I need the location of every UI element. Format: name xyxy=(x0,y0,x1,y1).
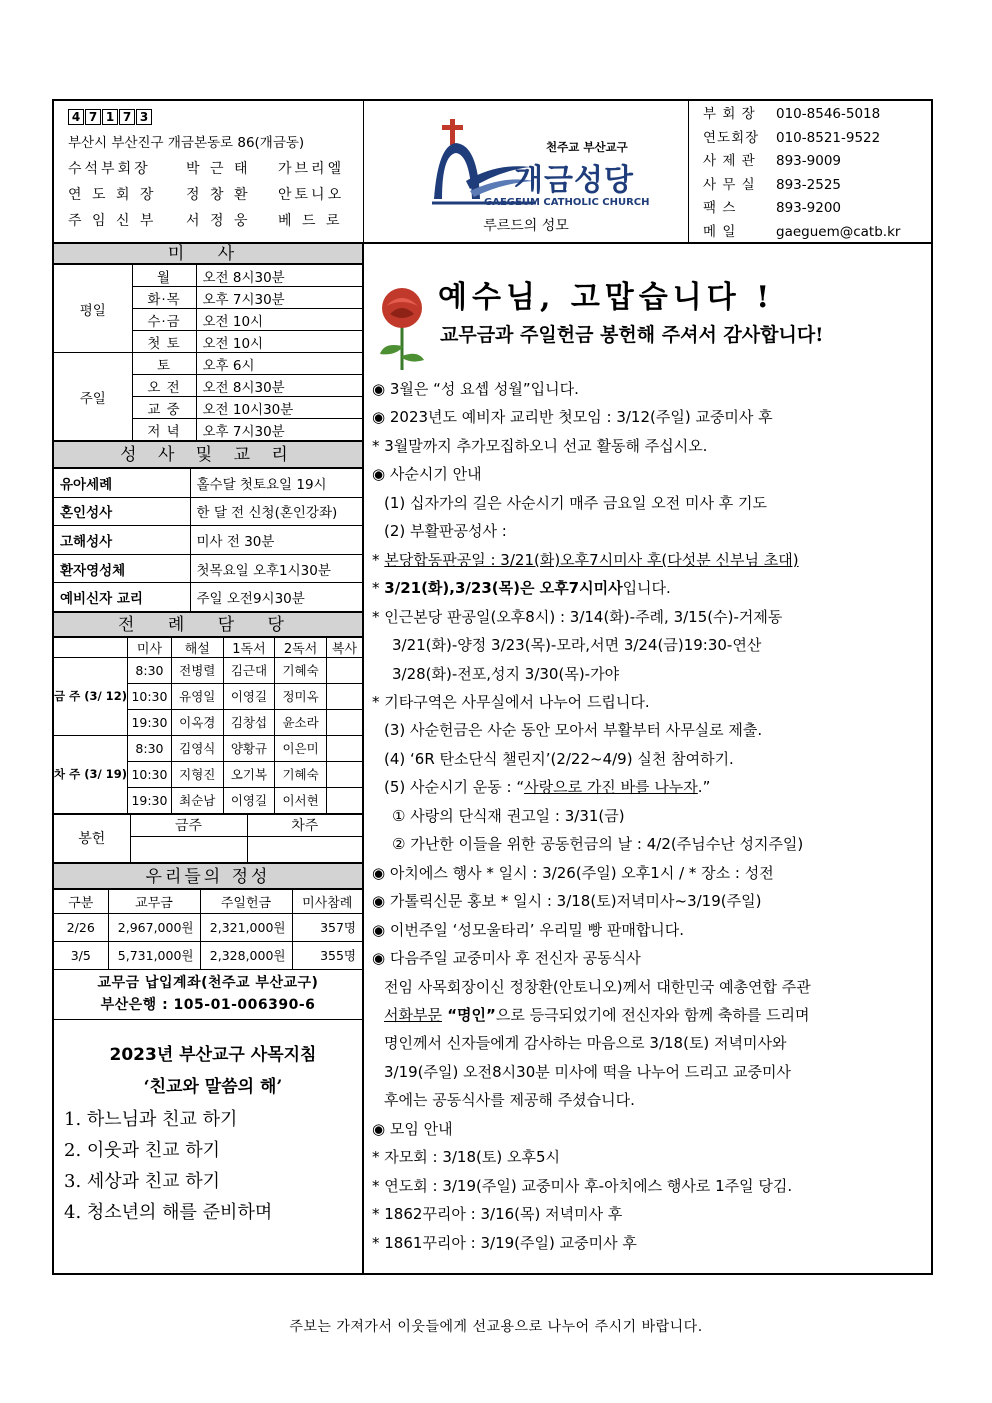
altar-server xyxy=(326,735,362,761)
contact-label: 메 일 xyxy=(703,223,737,240)
first-reader: 오기복 xyxy=(223,761,275,787)
notice-line: 후에는 공동식사를 제공해 주셨습니다. xyxy=(384,1091,635,1110)
zip-digit: 7 xyxy=(85,109,101,125)
table-row xyxy=(54,353,362,375)
zip-digit: 4 xyxy=(68,109,84,125)
pastoral-item: 1. 하느님과 친교 하기 xyxy=(64,1108,238,1130)
officer-baptismal-name: 안토니오 xyxy=(278,187,345,203)
commentator: 최순남 xyxy=(171,787,223,813)
commentator: 김영식 xyxy=(171,735,223,761)
second-reader: 이서현 xyxy=(275,787,327,813)
notice-highlight: “명인” xyxy=(441,1005,496,1024)
donation-date: 2/26 xyxy=(54,913,108,941)
first-reader: 양황규 xyxy=(223,735,275,761)
notice-line: * 자모회 : 3/18(토) 오후5시 xyxy=(372,1148,560,1167)
contact-value: 893-9009 xyxy=(776,153,841,169)
notice-line: * 1862꾸리아 : 3/16(목) 저녁미사 후 xyxy=(372,1205,623,1224)
notice-line: * 연도회 : 3/19(주일) 교중미사 후-아치에스 행사로 1주일 당김. xyxy=(372,1176,793,1195)
contact-row xyxy=(703,127,931,151)
officer-baptismal-name: 베 드 로 xyxy=(278,213,343,229)
table-row xyxy=(54,657,362,683)
notice-line xyxy=(372,773,928,801)
first-reader: 김창섭 xyxy=(223,709,275,735)
second-reader: 윤소라 xyxy=(275,709,327,735)
zip-digit: 7 xyxy=(119,109,135,125)
table-header: 복사 xyxy=(326,637,362,657)
notice-line: (1) 십자가의 길은 사순시기 매주 금요일 오전 미사 후 기도 xyxy=(384,493,767,512)
notice-line: ◉ 모임 안내 xyxy=(372,1119,453,1138)
table-row xyxy=(54,497,362,526)
notice-highlight: 본당합동판공일 : 3/21(화)오후7시미사 후(다섯분 신부님 초대) xyxy=(384,550,799,569)
mass-time: 19:30 xyxy=(127,787,171,813)
officer-role: 주 임 신 부 xyxy=(68,213,157,229)
table-row xyxy=(54,913,362,941)
pastoral-item: 3. 세상과 친교 하기 xyxy=(64,1170,221,1192)
mass-schedule-table xyxy=(54,264,362,441)
table-header: 구분 xyxy=(54,889,108,913)
contact-value: 893-9200 xyxy=(776,200,841,216)
table-row xyxy=(54,265,362,287)
sacrament-name: 예비신자 교리 xyxy=(54,583,190,612)
contact-row xyxy=(703,150,931,174)
mass-time: 8:30 xyxy=(127,735,171,761)
donation-dues: 5,731,000원 xyxy=(108,941,200,969)
sunday-group-label: 주일 xyxy=(54,353,132,441)
contact-value: gaeguem@catb.kr xyxy=(776,223,901,240)
header-address-block xyxy=(54,101,364,242)
donation-collection: 2,328,000원 xyxy=(200,941,292,969)
sacrament-info: 미사 전 30분 xyxy=(190,526,362,555)
mass-schedule-heading: 미 사 xyxy=(54,244,362,264)
table-header: 미사 xyxy=(127,637,171,657)
notice-line: * 인근본당 판공일(오후8시) : 3/14(화)-주례, 3/15(수)-거제동 xyxy=(372,607,783,626)
offering-this-week-value xyxy=(130,836,247,862)
mass-attendance: 355명 xyxy=(292,941,362,969)
notice-line: ② 가난한 이들을 위한 공동헌금의 날 : 4/2(주님수난 성지주일) xyxy=(392,835,804,854)
notice-line: 전임 사목회장이신 정창환(안토니오)께서 대한민국 예총연합 주관 xyxy=(384,977,811,996)
zip-code xyxy=(68,109,363,125)
right-column xyxy=(366,244,931,1275)
footer-note: 주보는 가져가서 이웃들에게 선교용으로 나누어 주시기 바랍니다. xyxy=(289,1319,703,1335)
mass-day: 화·목 xyxy=(132,287,196,309)
offering-next-week-value xyxy=(247,836,362,862)
notice-text: 입니다. xyxy=(622,579,671,598)
table-header: 2독서 xyxy=(275,637,327,657)
commentator: 유영일 xyxy=(171,683,223,709)
mass-time: 오전 8시30분 xyxy=(196,265,362,287)
first-reader: 이영길 xyxy=(223,683,275,709)
sacrament-name: 환자영성체 xyxy=(54,554,190,583)
sacrament-info: 주일 오전9시30분 xyxy=(190,583,362,612)
commentator: 지형진 xyxy=(171,761,223,787)
sacrament-name: 혼인성사 xyxy=(54,497,190,526)
rose-icon xyxy=(372,286,432,370)
account-info xyxy=(54,970,362,1020)
table-row xyxy=(54,583,362,612)
table-row xyxy=(54,554,362,583)
notice-line: ◉ 2023년도 예비자 교리반 첫모임 : 3/12(주일) 교중미사 후 xyxy=(372,408,773,427)
contact-row xyxy=(703,103,931,127)
notice-line: * 기타구역은 사무실에서 나누어 드립니다. xyxy=(372,692,650,711)
mass-time: 오전 10시 xyxy=(196,331,362,353)
offering-label: 봉헌 xyxy=(54,814,130,862)
notice-line: ◉ 가톨릭신문 홍보 * 일시 : 3/18(토)저녁미사~3/19(주일) xyxy=(372,892,762,911)
church-english-name: GAEGEUM CATHOLIC CHURCH xyxy=(484,197,650,208)
commentator: 이옥경 xyxy=(171,709,223,735)
notice-line xyxy=(372,1001,928,1029)
mass-day: 저 녁 xyxy=(132,419,196,441)
offering-next-week-header: 차주 xyxy=(247,814,362,836)
second-reader: 이은미 xyxy=(275,735,327,761)
altar-server xyxy=(326,787,362,813)
table-row xyxy=(54,526,362,555)
contact-row xyxy=(703,197,931,221)
offering-table xyxy=(54,814,362,863)
zip-digit: 3 xyxy=(136,109,152,125)
notice-text: .” xyxy=(697,778,711,797)
liturgy-heading: 전 례 담 당 xyxy=(54,612,362,637)
notice-line: * 본당합동판공일 : 3/21(화)오후7시미사 후(다섯분 신부님 초대) xyxy=(372,550,799,569)
officer-row xyxy=(68,156,363,182)
notice-line: 3/28(화)-전포,성지 3/30(목)-가야 xyxy=(392,664,620,683)
notice-line: 3/19(주일) 오전8시30분 미사에 떡을 나누어 드리고 교중미사 xyxy=(384,1062,791,1081)
mass-time: 오후 7시30분 xyxy=(196,287,362,309)
thanks-banner xyxy=(366,244,931,374)
church-name: 개금성당 xyxy=(514,163,634,198)
contact-label: 사 제 관 xyxy=(703,153,756,169)
table-header: 미사참례 xyxy=(292,889,362,913)
second-reader: 기혜숙 xyxy=(275,761,327,787)
table-row xyxy=(54,735,362,761)
officer-name: 서 정 웅 xyxy=(186,213,251,229)
altar-server xyxy=(326,761,362,787)
mass-attendance: 357명 xyxy=(292,913,362,941)
table-header: 교무금 xyxy=(108,889,200,913)
second-reader: 기혜숙 xyxy=(275,657,327,683)
notice-line: ◉ 3월은 “성 요셉 성월”입니다. xyxy=(372,380,579,398)
notice-highlight: 3/21(화),3/23(목)은 오후7시미사 xyxy=(384,579,623,598)
sacrament-name: 유아세례 xyxy=(54,469,190,498)
second-reader: 정미옥 xyxy=(275,683,327,709)
notice-text: 으로 등극되었기에 전신자와 함께 축하를 드리며 xyxy=(495,1005,810,1024)
contact-value: 010-8546-5018 xyxy=(776,106,881,122)
notice-text: (5) 사순시기 운동 : “ xyxy=(384,778,525,797)
notice-line: * 1861꾸리아 : 3/19(주일) 교중미사 후 xyxy=(372,1233,637,1252)
commentator: 전병렬 xyxy=(171,657,223,683)
contact-row xyxy=(703,174,931,198)
notice-line: (4) ‘6R 탄소단식 챌린지’(2/22~4/9) 실천 참여하기. xyxy=(384,749,734,768)
mass-time: 오후 6시 xyxy=(196,353,362,375)
sacraments-heading: 성 사 및 교 리 xyxy=(54,441,362,468)
contact-block xyxy=(689,101,931,242)
altar-server xyxy=(326,657,362,683)
left-column xyxy=(54,244,364,1275)
bulletin-frame xyxy=(52,99,933,1275)
donations-table xyxy=(54,889,362,970)
week-label: 차 주 (3/ 19) xyxy=(54,735,127,813)
mass-day: 교 중 xyxy=(132,397,196,419)
officer-baptismal-name: 가브리엘 xyxy=(278,161,345,177)
mass-time: 오후 7시30분 xyxy=(196,419,362,441)
mass-time: 19:30 xyxy=(127,709,171,735)
altar-server xyxy=(326,709,362,735)
mass-day: 첫 토 xyxy=(132,331,196,353)
table-header: 주일헌금 xyxy=(200,889,292,913)
table-header-row xyxy=(54,889,362,913)
header xyxy=(54,101,931,244)
contact-value: 893-2525 xyxy=(776,176,841,193)
weekday-group-label: 평일 xyxy=(54,265,132,353)
sacrament-info: 한 달 전 신청(혼인강좌) xyxy=(190,497,362,526)
sacrament-info: 홀수달 첫토요일 19시 xyxy=(190,469,362,498)
banner-subtitle: 교무금과 주일헌금 봉헌해 주셔서 감사합니다! xyxy=(440,324,824,346)
altar-server xyxy=(326,683,362,709)
notice-line: ◉ 아치에스 행사 * 일시 : 3/26(주일) 오후1시 / * 장소 : 성전 xyxy=(372,863,774,882)
notice-line: ① 사랑의 단식재 권고일 : 3/31(금) xyxy=(392,806,625,825)
banner-title: 예수님, 고맙습니다 ! xyxy=(438,280,775,315)
officer-row xyxy=(68,208,363,234)
table-header-row xyxy=(54,637,362,657)
table-header: 해설 xyxy=(171,637,223,657)
officer-name: 박 근 태 xyxy=(186,161,251,177)
notice-line: (3) 사순헌금은 사순 동안 모아서 부활부터 사무실로 제출. xyxy=(384,721,763,740)
first-reader: 김근대 xyxy=(223,657,275,683)
officer-name: 정 창 환 xyxy=(186,187,251,203)
notice-line: 3/21(화)-양정 3/23(목)-모라,서면 3/24(금)19:30-연산 xyxy=(392,636,762,655)
pastoral-guidelines xyxy=(54,1020,362,1228)
pastoral-title: 2023년 부산교구 사목지침 xyxy=(109,1044,317,1065)
mass-time: 10:30 xyxy=(127,761,171,787)
notice-line: ◉ 이번주일 ‘성모울타리’ 우리밀 빵 판매합니다. xyxy=(372,920,685,939)
mass-time: 8:30 xyxy=(127,657,171,683)
notice-highlight: 사랑으로 가진 바를 나누자 xyxy=(524,778,698,797)
zip-digit: 1 xyxy=(102,109,118,125)
officer-row xyxy=(68,182,363,208)
mass-day: 토 xyxy=(132,353,196,375)
contact-label: 사 무 실 xyxy=(703,176,756,193)
account-title: 교무금 납입계좌(천주교 부산교구) xyxy=(97,974,319,991)
mass-day: 오 전 xyxy=(132,375,196,397)
contact-row xyxy=(703,221,931,245)
donation-date: 3/5 xyxy=(54,941,108,969)
officer-role: 수석부회장 xyxy=(68,161,151,177)
notice-line: ◉ 사순시기 안내 xyxy=(372,465,482,484)
diocese-name: 천주교 부산교구 xyxy=(546,140,628,154)
contact-label: 팩 스 xyxy=(703,200,737,216)
mass-time: 오전 10시 xyxy=(196,309,362,331)
first-reader: 이영길 xyxy=(223,787,275,813)
notice-line: 명인께서 신자들에게 감사하는 마음으로 3/18(토) 저녁미사와 xyxy=(384,1034,787,1053)
sacrament-name: 고해성사 xyxy=(54,526,190,555)
church-logo-block xyxy=(364,101,689,242)
bank-account-number: 부산은행 : 105-01-006390-6 xyxy=(100,996,316,1013)
notice-line: * 3/21(화),3/23(목)은 오후7시미사입니다. xyxy=(372,579,671,598)
address: 부산시 부산진구 개금본동로 86(개금동) xyxy=(68,135,305,151)
notice-line: * 3월말까지 추가모집하오니 선교 활동해 주십시오. xyxy=(372,436,708,455)
notice-highlight: 서화부문 xyxy=(384,1005,442,1024)
donations-heading: 우리들의 정성 xyxy=(54,863,362,889)
notice-line: (2) 부활판공성사 : xyxy=(384,522,507,541)
week-label: 금 주 (3/ 12) xyxy=(54,657,127,735)
sacraments-table xyxy=(54,468,362,612)
pastoral-subtitle: ‘친교와 말씀의 해’ xyxy=(143,1076,283,1097)
table-header: 1독서 xyxy=(223,637,275,657)
table-header xyxy=(54,637,127,657)
notices xyxy=(372,375,928,1257)
officer-role: 연 도 회 장 xyxy=(68,187,157,203)
offering-this-week-header: 금주 xyxy=(130,814,247,836)
sacrament-info: 첫목요일 오후1시30분 xyxy=(190,554,362,583)
donation-collection: 2,321,000원 xyxy=(200,913,292,941)
notice-line: ◉ 다음주일 교중미사 후 전신자 공동식사 xyxy=(372,949,641,968)
contact-value: 010-8521-9522 xyxy=(776,129,881,146)
table-row xyxy=(54,941,362,969)
contact-label: 연도회장 xyxy=(703,129,760,146)
mass-time: 오전 10시30분 xyxy=(196,397,362,419)
church-motto: 루르드의 성모 xyxy=(483,218,569,234)
table-row xyxy=(54,814,362,836)
pastoral-item: 2. 이웃과 친교 하기 xyxy=(64,1139,221,1161)
contact-label: 부 회 장 xyxy=(703,106,756,122)
mass-time: 10:30 xyxy=(127,683,171,709)
donation-dues: 2,967,000원 xyxy=(108,913,200,941)
pastoral-item: 4. 청소년의 해를 준비하며 xyxy=(64,1201,273,1223)
mass-time: 오전 8시30분 xyxy=(196,375,362,397)
church-logo xyxy=(426,115,666,215)
mass-day: 월 xyxy=(132,265,196,287)
mass-day: 수·금 xyxy=(132,309,196,331)
liturgy-table xyxy=(54,637,362,814)
table-row xyxy=(54,469,362,498)
